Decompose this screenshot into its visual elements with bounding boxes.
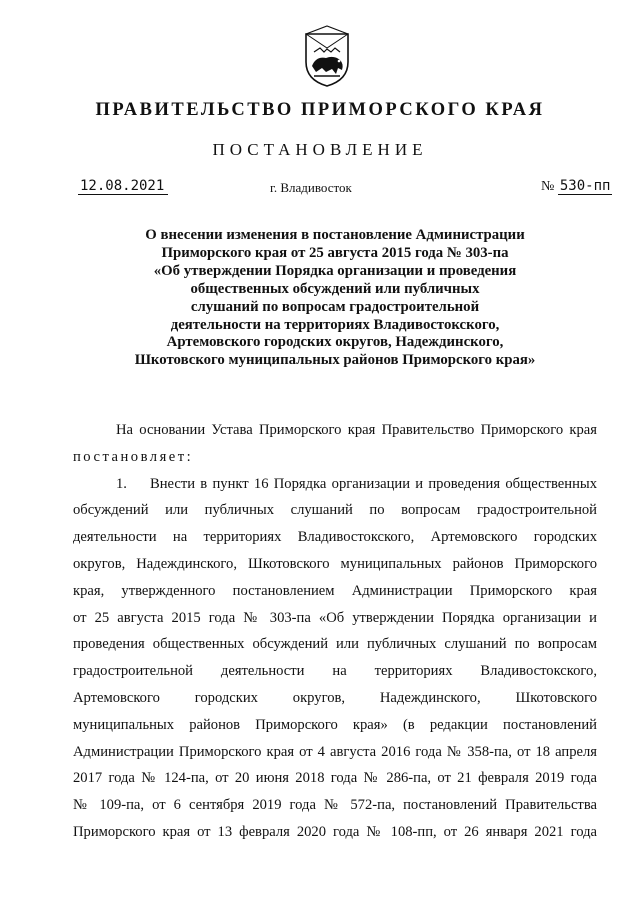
item-1-first-line xyxy=(73,471,597,498)
item-1-text: Внести в пункт 16 Порядка организации и проведения общественных xyxy=(150,475,597,492)
document-city: г. Владивосток xyxy=(270,180,352,195)
body-line: проведения общественных обсуждений или публичных слушаний по вопросам xyxy=(73,636,597,653)
document-date: 12.08.2021 xyxy=(78,178,168,195)
document-body xyxy=(73,417,597,846)
government-title: ПРАВИТЕЛЬСТВО ПРИМОРСКОГО КРАЯ xyxy=(95,100,545,120)
heading-line: Приморского края от 25 августа 2015 года № 303-па xyxy=(161,244,509,261)
body-line: Артемовского городских округов, Надеждинского, Шкотовского xyxy=(73,689,597,706)
item-1-number: 1. xyxy=(116,475,127,492)
body-line: муниципальных районов Приморского края» (в редакции постановлений xyxy=(73,716,597,733)
number-prefix: № xyxy=(541,179,555,194)
body-line: деятельности на территориях Владивостокского, Артемовского городских xyxy=(73,529,597,546)
document-number xyxy=(541,178,612,195)
body-line: края, утвержденного постановлением Администрации Приморского края xyxy=(73,582,597,599)
body-line: градостроительной деятельности на территориях Владивостокского, xyxy=(73,663,597,680)
coat-of-arms-emblem xyxy=(300,22,354,90)
body-line: 2017 года № 124-па, от 20 июня 2018 года № 286-па, от 21 февраля 2019 года xyxy=(73,770,597,787)
heading-line: Шкотовского муниципальных районов Приморского края» xyxy=(134,352,536,369)
heading-line: Артемовского городских округов, Надеждинского, xyxy=(166,334,504,351)
preamble-line: На основании Устава Приморского края Правительство Приморского края xyxy=(116,422,597,438)
preamble-verb: постановляет: xyxy=(73,448,194,465)
body-line: округов, Надеждинского, Шкотовского муниципальных районов Приморского xyxy=(73,555,597,572)
body-line: № 109-па, от 6 сентября 2019 года № 572-па, постановлений Правительства xyxy=(73,797,597,814)
body-line: от 25 августа 2015 года № 303-па «Об утверждении Порядка организации и xyxy=(73,609,597,626)
heading-line: О внесении изменения в постановление Администрации xyxy=(145,227,525,243)
body-line: обсуждений или публичных слушаний по вопросам градостроительной xyxy=(73,502,597,519)
number-value: 530-пп xyxy=(559,178,611,194)
document-type: ПОСТАНОВЛЕНИЕ xyxy=(212,140,428,159)
heading-line: общественных обсуждений или публичных xyxy=(190,280,480,297)
body-line: Администрации Приморского края от 4 августа 2016 года № 358-па, от 18 апреля xyxy=(73,743,597,760)
heading-line: деятельности на территориях Владивостокского, xyxy=(170,316,500,333)
body-line: Приморского края от 13 февраля 2020 года № 108-пп, от 26 января 2021 года xyxy=(73,823,597,840)
heading-line: слушаний по вопросам градостроительной xyxy=(190,298,480,315)
heading-line: «Об утверждении Порядка организации и проведения xyxy=(153,262,517,279)
document-heading xyxy=(70,227,600,370)
